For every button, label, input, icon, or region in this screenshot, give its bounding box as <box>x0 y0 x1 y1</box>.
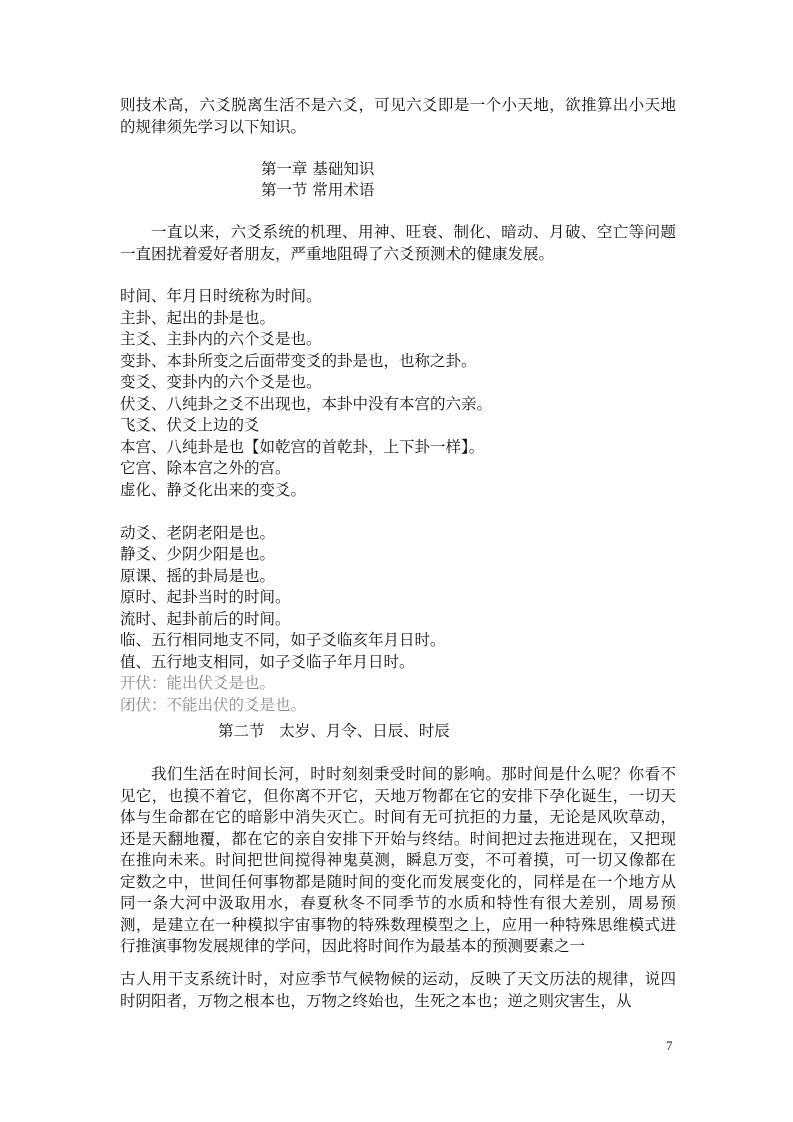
term-item: 主爻、主卦内的六个爻是也。 <box>120 330 322 348</box>
term-item: 它宫、除本宫之外的宫。 <box>120 459 291 477</box>
term-item: 虚化、静爻化出来的变爻。 <box>120 480 307 499</box>
term-item: 伏爻、八纯卦之爻不出现也，本卦中没有本宫的六亲。 <box>120 394 493 413</box>
section2-paragraph: 我们生活在时间长河，时时刻刻秉受时间的影响。那时间是什么呢？你看不见它，也摸不着它，但你离不开它，天地万物都在它的安排下孕化诞生，一切天体与生命都在它的暗影中消失灭亡。时间有无可抗拒的力量，无论是风吹草动，还是天翻地覆，都在它的亲自安排下开始与终结。时间把过去拖进现在，又把现在推向未来。时间把世间搅得神鬼莫测，瞬息万变，不可着摸，可一切又像都在定数之中，世间任何事物都是随时间的变化而发展变化的，同样是在一个地方从同一条大河中汲取用水，春夏秋冬不同季节的水质和特性有很大差别，周易预测，是建立在一种模拟宇宙事物的特殊数理模型之上，应用一种特殊思维模式进行推演事物发展规律的学问，因此将时间作为最基本的预测要素之一 <box>120 765 676 955</box>
term-item: 原时、起卦当时的时间。 <box>120 588 291 606</box>
term-item: 临、五行相同地支不同，如子爻临亥年月日时。 <box>120 631 446 649</box>
intro-paragraph: 则技术高，六爻脱离生活不是六爻，可见六爻即是一个小天地，欲推算出小天地的规律须先学习以下知识。 <box>120 96 676 136</box>
term-item: 变爻、变卦内的六个爻是也。 <box>120 373 322 391</box>
term-item: 值、五行地支相同，如子爻临子年月日时。 <box>120 652 415 671</box>
term-item: 动爻、老阴老阳是也。 <box>120 523 276 542</box>
term-item: 原课、摇的卦局是也。 <box>120 566 276 585</box>
section2-title: 第二节 太岁、月令、日辰、时辰 <box>218 722 450 740</box>
term-item: 飞爻、伏爻上边的爻 <box>120 416 260 434</box>
term-item: 变卦、本卦所变之后面带变爻的卦是也，也称之卦。 <box>120 351 477 370</box>
term-item: 本宫、八纯卦是也【如乾宫的首乾卦，上下卦一样】。 <box>120 437 485 456</box>
chapter-title: 第一章 基础知识 <box>261 160 375 178</box>
term-list <box>120 286 676 716</box>
term-item: 流时、起卦前后的时间。 <box>120 609 291 628</box>
term-item: 开伏：能出伏爻是也。 <box>120 674 276 692</box>
term-item: 闭伏：不能出伏的爻是也。 <box>120 695 307 714</box>
term-item: 时间、年月日时统称为时间。 <box>120 287 322 305</box>
section1-title: 第一节 常用术语 <box>261 181 375 199</box>
section2-paragraph-continued: 古人用干支系统计时，对应季节气候物候的运动，反映了天文历法的规律，说四时阴阳者，万物之根本也，万物之终始也，生死之本也；逆之则灾害生，从 <box>120 970 676 1010</box>
page-number: 7 <box>666 1038 673 1053</box>
term-item: 静爻、少阴少阳是也。 <box>120 545 276 563</box>
term-item: 主卦、起出的卦是也。 <box>120 308 276 327</box>
section1-paragraph: 一直以来，六爻系统的机理、用神、旺衰、制化、暗动、月破、空亡等问题一直困扰着爱好者朋友，严重地阻碍了六爻预测术的健康发展。 <box>120 223 676 263</box>
